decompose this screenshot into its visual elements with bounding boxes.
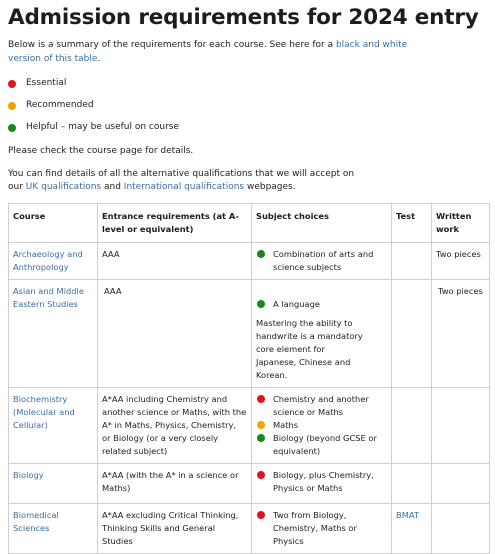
alt-text: You can find details of all the alternative qualifications that we will accept on our (8, 168, 355, 192)
course-cell (9, 503, 98, 553)
course-link[interactable]: Asian and Middle Eastern Studies (13, 285, 84, 309)
course-cell (9, 279, 98, 387)
column-header-test: Test (392, 203, 432, 242)
test-cell (392, 503, 432, 553)
legend (8, 73, 495, 139)
subject-item (256, 469, 387, 495)
requirements-cell: A*AA including Chemistry and another science or Maths, with the A* in Maths, Physics, Chemistry, or Biology (or a very closely related subject) (98, 387, 252, 463)
subject-item (256, 509, 387, 548)
alt-text: webpages. (244, 182, 296, 192)
red-dot-icon (257, 511, 265, 519)
table-row (9, 279, 490, 387)
subject-note: Mastering the ability to handwrite is a mandatory core element for Japanese, Chinese and Korean. (256, 317, 363, 380)
column-header-written-work: Written work (432, 203, 490, 242)
column-header-subject-choices: Subject choices (252, 203, 392, 242)
green-dot-icon (257, 434, 265, 442)
requirements-cell: A*AA (with the A* in a science or Maths) (98, 463, 252, 503)
subject-item (256, 248, 387, 274)
course-link[interactable]: Biology (13, 469, 44, 480)
course-link[interactable]: Archaeology and Anthropology (13, 248, 83, 272)
test-cell (392, 279, 432, 387)
test-cell (392, 463, 432, 503)
written-work-cell (432, 387, 490, 463)
legend-label: Recommended (26, 100, 94, 111)
subjects-cell (252, 279, 392, 387)
orange-dot-icon (257, 421, 265, 429)
subject-item (256, 393, 387, 419)
legend-label: Essential (26, 78, 67, 89)
course-link[interactable]: Biomedical Sciences (13, 509, 59, 533)
requirements-cell (98, 279, 252, 387)
course-page-note: Please check the course page for details. (8, 146, 194, 156)
written-work-cell (432, 503, 490, 553)
red-dot-icon (257, 395, 265, 403)
table-row (9, 503, 490, 553)
subjects-cell (252, 463, 392, 503)
subject-text: Biology, plus Chemistry, Physics or Maths (273, 469, 374, 493)
orange-dot-icon (8, 102, 16, 110)
subject-text: Chemistry and another science or Maths (273, 393, 369, 417)
test-cell (392, 387, 432, 463)
subject-text: Combination of arts and science subjects (273, 248, 374, 272)
bmat-test-link[interactable]: BMAT (396, 509, 419, 520)
written-work-text: Two pieces (438, 285, 483, 296)
table-row (9, 387, 490, 463)
table-row (9, 242, 490, 279)
alternative-qualifications-paragraph (8, 168, 368, 195)
green-dot-icon (257, 300, 265, 308)
legend-item-helpful (8, 117, 495, 139)
requirements-table (8, 203, 490, 554)
course-cell (9, 387, 98, 463)
red-dot-icon (8, 80, 16, 88)
test-cell (392, 242, 432, 279)
page-title: Admission requirements for 2024 entry (8, 5, 479, 30)
requirements-text: AAA (104, 285, 122, 296)
requirements-cell: AAA (98, 242, 252, 279)
legend-item-recommended (8, 95, 495, 117)
course-cell (9, 463, 98, 503)
column-header-course: Course (9, 203, 98, 242)
subject-text: Two from Biology, Chemistry, Maths or Physics (273, 509, 357, 546)
subjects-cell (252, 503, 392, 553)
green-dot-icon (8, 124, 16, 132)
intro-paragraph (8, 39, 418, 66)
legend-item-essential (8, 73, 495, 95)
subject-text: Biology (beyond GCSE or equivalent) (273, 432, 377, 456)
intro-text: Below is a summary of the requirements for each course. See here for a (8, 40, 336, 50)
intro-text-end: . (97, 53, 101, 64)
subject-item (256, 432, 387, 458)
red-dot-icon (257, 471, 265, 479)
subject-item (256, 419, 387, 432)
table-row (9, 463, 490, 503)
legend-label: Helpful – may be useful on course (26, 122, 180, 133)
subjects-cell (252, 387, 392, 463)
subject-text: Maths (273, 419, 299, 430)
international-qualifications-link[interactable]: International qualifications (123, 182, 245, 192)
uk-qualifications-link[interactable]: UK qualifications (25, 182, 102, 192)
course-link[interactable]: Biochemistry (Molecular and Cellular) (13, 393, 75, 430)
course-cell (9, 242, 98, 279)
column-header-entrance-requirements: Entrance requirements (at A-level or equivalent) (98, 203, 252, 242)
black-and-white-version-link[interactable]: black and white version of this table (8, 40, 408, 64)
green-dot-icon (257, 250, 265, 258)
written-work-cell (432, 463, 490, 503)
requirements-cell: A*AA excluding Critical Thinking, Thinking Skills and General Studies (98, 503, 252, 553)
written-work-cell (432, 279, 490, 387)
subject-item (256, 298, 387, 311)
alt-text: and (101, 182, 124, 192)
subject-text: A language (273, 298, 320, 309)
written-work-cell: Two pieces (432, 242, 490, 279)
subjects-cell (252, 242, 392, 279)
table-header-row (9, 203, 490, 242)
